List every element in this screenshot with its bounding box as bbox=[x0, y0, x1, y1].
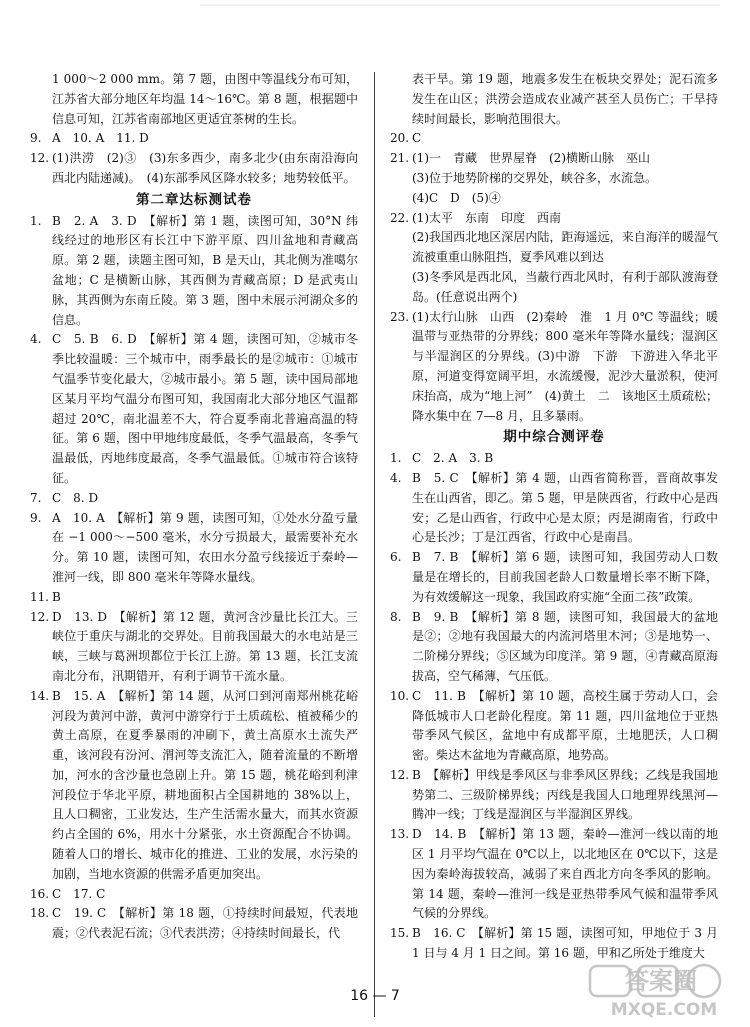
answer-continuation: (2)我国西北地区深居内陆，距海遥远，来自海洋的暖湿气流被重重山脉阻挡，夏季风难以到达 bbox=[412, 230, 718, 265]
answer-text: D 14. B 【解析】第 13 题，秦岭—淮河一线以南的地区 1 月平均气温在 0℃以上，以北地区在 0℃以下，这是因为秦岭海拔较高，减弱了来自西北方向冬季风的影响。第 14 题，秦岭—淮河一线是亚热带季风气候和温带季风气候的分界线。 bbox=[412, 827, 718, 921]
answer-item bbox=[390, 469, 718, 548]
question-number: 6. bbox=[390, 550, 402, 565]
answer-item bbox=[390, 766, 718, 825]
question-number: 11. bbox=[30, 589, 50, 604]
answer-text: (1)太行山脉 山西 (2)秦岭 淮 1 月 0℃ 等温线；暖温带与亚热带的分界线；800 毫米年等降水量线；湿润区与半湿润区的分界线。(3)中游 下游 下游进入华北平原，河道变得宽阔平坦，水流缓慢，泥沙大量淤积，使河床抬高，成为“地上河” (4)黄土 二 该地区土质疏松；降水集中在 7—8 月，且多暴雨。 bbox=[412, 309, 718, 423]
answer-item bbox=[30, 885, 358, 905]
answer-item bbox=[390, 924, 718, 964]
answer-item bbox=[390, 308, 718, 427]
answer-item bbox=[390, 449, 718, 469]
question-number: 12. bbox=[390, 767, 410, 782]
answer-continuation: 1 000～2 000 mm。第 7 题，由图中等温线分布可知，江苏省大部分地区年均温 14～16℃。第 8 题，根据题中信息可知，江苏省南部地区更适宜茶树的生长。 bbox=[52, 72, 358, 126]
answer-item bbox=[390, 209, 718, 229]
answer-item bbox=[30, 330, 358, 488]
answer-text: B 【解析】甲线是季风区与非季风区界线；乙线是我国地势第二、三级阶梯界线；丙线是我国人口地理界线黑河—腾冲一线；丁线是湿润区与半湿润区界线。 bbox=[412, 767, 718, 822]
answer-item bbox=[30, 588, 358, 608]
question-number: 4. bbox=[30, 332, 42, 347]
answer-continuation: (3)冬季风是西北风，当蔽行西北风时，有利于部队渡海登岛。(任意说出两个) bbox=[412, 269, 718, 304]
answer-text: C 17. C bbox=[52, 886, 106, 901]
question-number: 9. bbox=[30, 510, 42, 525]
answer-item bbox=[390, 129, 718, 149]
question-number: 4. bbox=[390, 470, 402, 485]
watermark-url: MXQE.COM bbox=[610, 1000, 718, 1020]
left-column bbox=[30, 70, 358, 944]
answer-continuation: (4)C D (5)④ bbox=[412, 190, 501, 205]
question-number: 9. bbox=[30, 131, 42, 146]
question-number: 10. bbox=[390, 688, 410, 703]
question-number: 13. bbox=[390, 827, 410, 842]
answer-text: C 19. C 【解析】第 18 题，①持续时间最短，代表地震；②代表泥石流；③代表洪涝；④持续时间最长，代 bbox=[52, 906, 358, 941]
answer-item bbox=[30, 509, 358, 588]
answer-text: C 8. D bbox=[52, 490, 99, 505]
question-number: 8. bbox=[390, 609, 402, 624]
right-column bbox=[390, 70, 718, 964]
answer-text: D 13. D 【解析】第 12 题，黄河含沙量比长江大。三峡位于重庆与湖北的交界处。目前我国最大的水电站是三峡，三峡与葛洲坝都位于长江上游。第 13 题，长江支流南北分布，汛期错开，有利于调节干流水量。 bbox=[52, 609, 358, 683]
watermark-text: 答案圈 bbox=[625, 967, 697, 995]
answer-item bbox=[390, 608, 718, 687]
answer-text: B 2. A 3. D 【解析】第 1 题，读图可知，30°N 纬线经过的地形区有长江中下游平原、四川盆地和青藏高原。第 2 题，读题主图可知，B 是天山，其北侧为准噶尔盆地；C 是横断山脉，其西侧为青藏高原；D 是武夷山脉，其西侧为东南丘陵。第 3 题，图中未展示河湖众多的信息。 bbox=[52, 213, 358, 327]
answer-text: C 5. B 6. D 【解析】第 4 题，读图可知，②城市冬季比较温暖：三个城市中，雨季最长的是②城市：①城市气温季节变化最大，②城市最小。第 5 题，读中国局部地区某月平均气温分布图可知，我国南北大部分地区气温都超过 20℃，南北温差不大，符合夏季南北普遍高温的特征。第 6 题，图中甲地纬度最低，冬季气温最高，冬季气温最低，丙地纬度最高，冬季气温最低。①城市符合该特征。 bbox=[52, 332, 358, 485]
answer-item bbox=[390, 825, 718, 924]
answer-item bbox=[30, 904, 358, 944]
answer-item bbox=[390, 687, 718, 766]
question-number: 1. bbox=[390, 451, 402, 466]
answer-continuation: (3)位于地势阶梯的交界处，峡谷多，水流急。 bbox=[412, 170, 657, 185]
answer-text: B 16. C 【解析】第 15 题，读图可知，甲地位于 3 月 1 日与 4 月 1 日之间。第 16 题，甲和乙所处于维度大 bbox=[412, 926, 718, 961]
question-number: 12. bbox=[30, 151, 50, 166]
watermark-icon bbox=[586, 962, 736, 1020]
answer-text: C 2. A 3. B bbox=[412, 451, 494, 466]
answer-text: (1)一 青藏 世界屋脊 (2)横断山脉 巫山 bbox=[412, 151, 650, 166]
question-number: 23. bbox=[390, 309, 410, 324]
answer-continuation: 表干旱。第 19 题，地震多发生在板块交界处；泥石流多发生在山区；洪涝会造成农业减产甚至人员伤亡；干旱持续时间最长，影响范围很大。 bbox=[412, 72, 718, 126]
answer-item bbox=[30, 129, 358, 149]
column-divider bbox=[374, 72, 375, 1017]
question-number: 22. bbox=[390, 210, 410, 225]
answer-text: A 10. A 11. D bbox=[52, 131, 149, 146]
answer-item bbox=[30, 212, 358, 331]
question-number: 20. bbox=[390, 131, 410, 146]
question-number: 18. bbox=[30, 906, 50, 921]
answer-text: B 9. B 【解析】第 8 题，读图可知，我国最大的盆地是②；②地有我国最大的内流河塔里木河；③是地势一、二阶梯分界线；⑤区域为印度洋。第 9 题，④青藏高原海拔高，空气稀薄，气压低。 bbox=[412, 609, 718, 683]
answer-item bbox=[30, 608, 358, 687]
question-number: 16. bbox=[30, 886, 50, 901]
answer-text: B 5. C 【解析】第 4 题，山西省简称晋，晋商故事发生在山西省，即乙。第 5 题，甲是陕西省，行政中心是西安；乙是山西省，行政中心是太原；丙是湖南省，行政中心是长沙；丁是江西省，行政中心是南昌。 bbox=[412, 470, 718, 545]
watermark-logo bbox=[586, 962, 736, 1020]
question-number: 14. bbox=[30, 688, 50, 703]
page-number: 16 — 7 bbox=[350, 988, 400, 1004]
answer-item bbox=[30, 149, 358, 189]
question-number: 12. bbox=[30, 609, 50, 624]
section-heading: 第二章达标测试卷 bbox=[136, 191, 252, 208]
question-number: 15. bbox=[390, 926, 410, 941]
answer-item bbox=[30, 687, 358, 885]
scan-edge bbox=[200, 4, 720, 6]
question-number: 7. bbox=[30, 490, 42, 505]
answer-text: B 7. B 【解析】第 6 题，读图可知，我国劳动人口数量是在增长的，目前我国老龄人口数量增长率不断下降，为有效缓解这一现象，我国政府实施“全面二孩”政策。 bbox=[412, 550, 718, 604]
answer-item bbox=[30, 489, 358, 509]
answer-text: B 15. A 【解析】第 14 题，从河口到河南郑州桃花峪河段为黄河中游，黄河中游穿行于土质疏松、植被稀少的黄土高原，在夏季暴雨的冲刷下，黄土高原水土流失严重，该河段有汾河、渭河等支流汇入，随着流量的不断增加，河水的含沙量也急剧上升。第 15 题，桃花峪到利津河段位于华北平原，耕地面积占全国耕地的 38%以上，且人口稠密，工业发达，生产生活需水量大，而其水资源约占全国的 6%，用水十分紧张，水土资源配合不协调。随着人口的增长、城市化的推进、工业的发展，水污染的加剧，当地水资源的供需矛盾更加突出。 bbox=[52, 688, 358, 881]
answer-text: B bbox=[52, 589, 61, 604]
question-number: 1. bbox=[30, 213, 42, 228]
answer-text: A 10. A 【解析】第 9 题，读图可知，①处水分盈亏量在 −1 000～−500 毫米，水分亏损最大，最需要补充水分。第 10 题，读图可知，农田水分盈亏线接近于秦岭—淮河一线，即 800 毫米年等降水量线。 bbox=[52, 510, 358, 584]
answer-text: C bbox=[412, 131, 422, 146]
answer-item bbox=[390, 149, 718, 169]
answer-text: (1)洪涝 (2)③ (3)东多西少，南多北少(由东南沿海向西北内陆递减)。 (4)东部季风区降水较多；地势较低平。 bbox=[52, 151, 358, 185]
question-number: 21. bbox=[390, 151, 410, 166]
answer-text: C 11. B 【解析】第 10 题，高校生属于劳动人口，会降低城市人口老龄化程度。第 11 题，四川盆地位于亚热带季风气候区，盆地中有成都平原，土地肥沃，人口稠密。柴达木盆地为青藏高原，地势高。 bbox=[412, 688, 718, 763]
section-heading: 期中综合测评卷 bbox=[503, 429, 605, 446]
answer-item bbox=[390, 548, 718, 607]
answer-text: (1)太平 东南 印度 西南 bbox=[412, 210, 561, 225]
